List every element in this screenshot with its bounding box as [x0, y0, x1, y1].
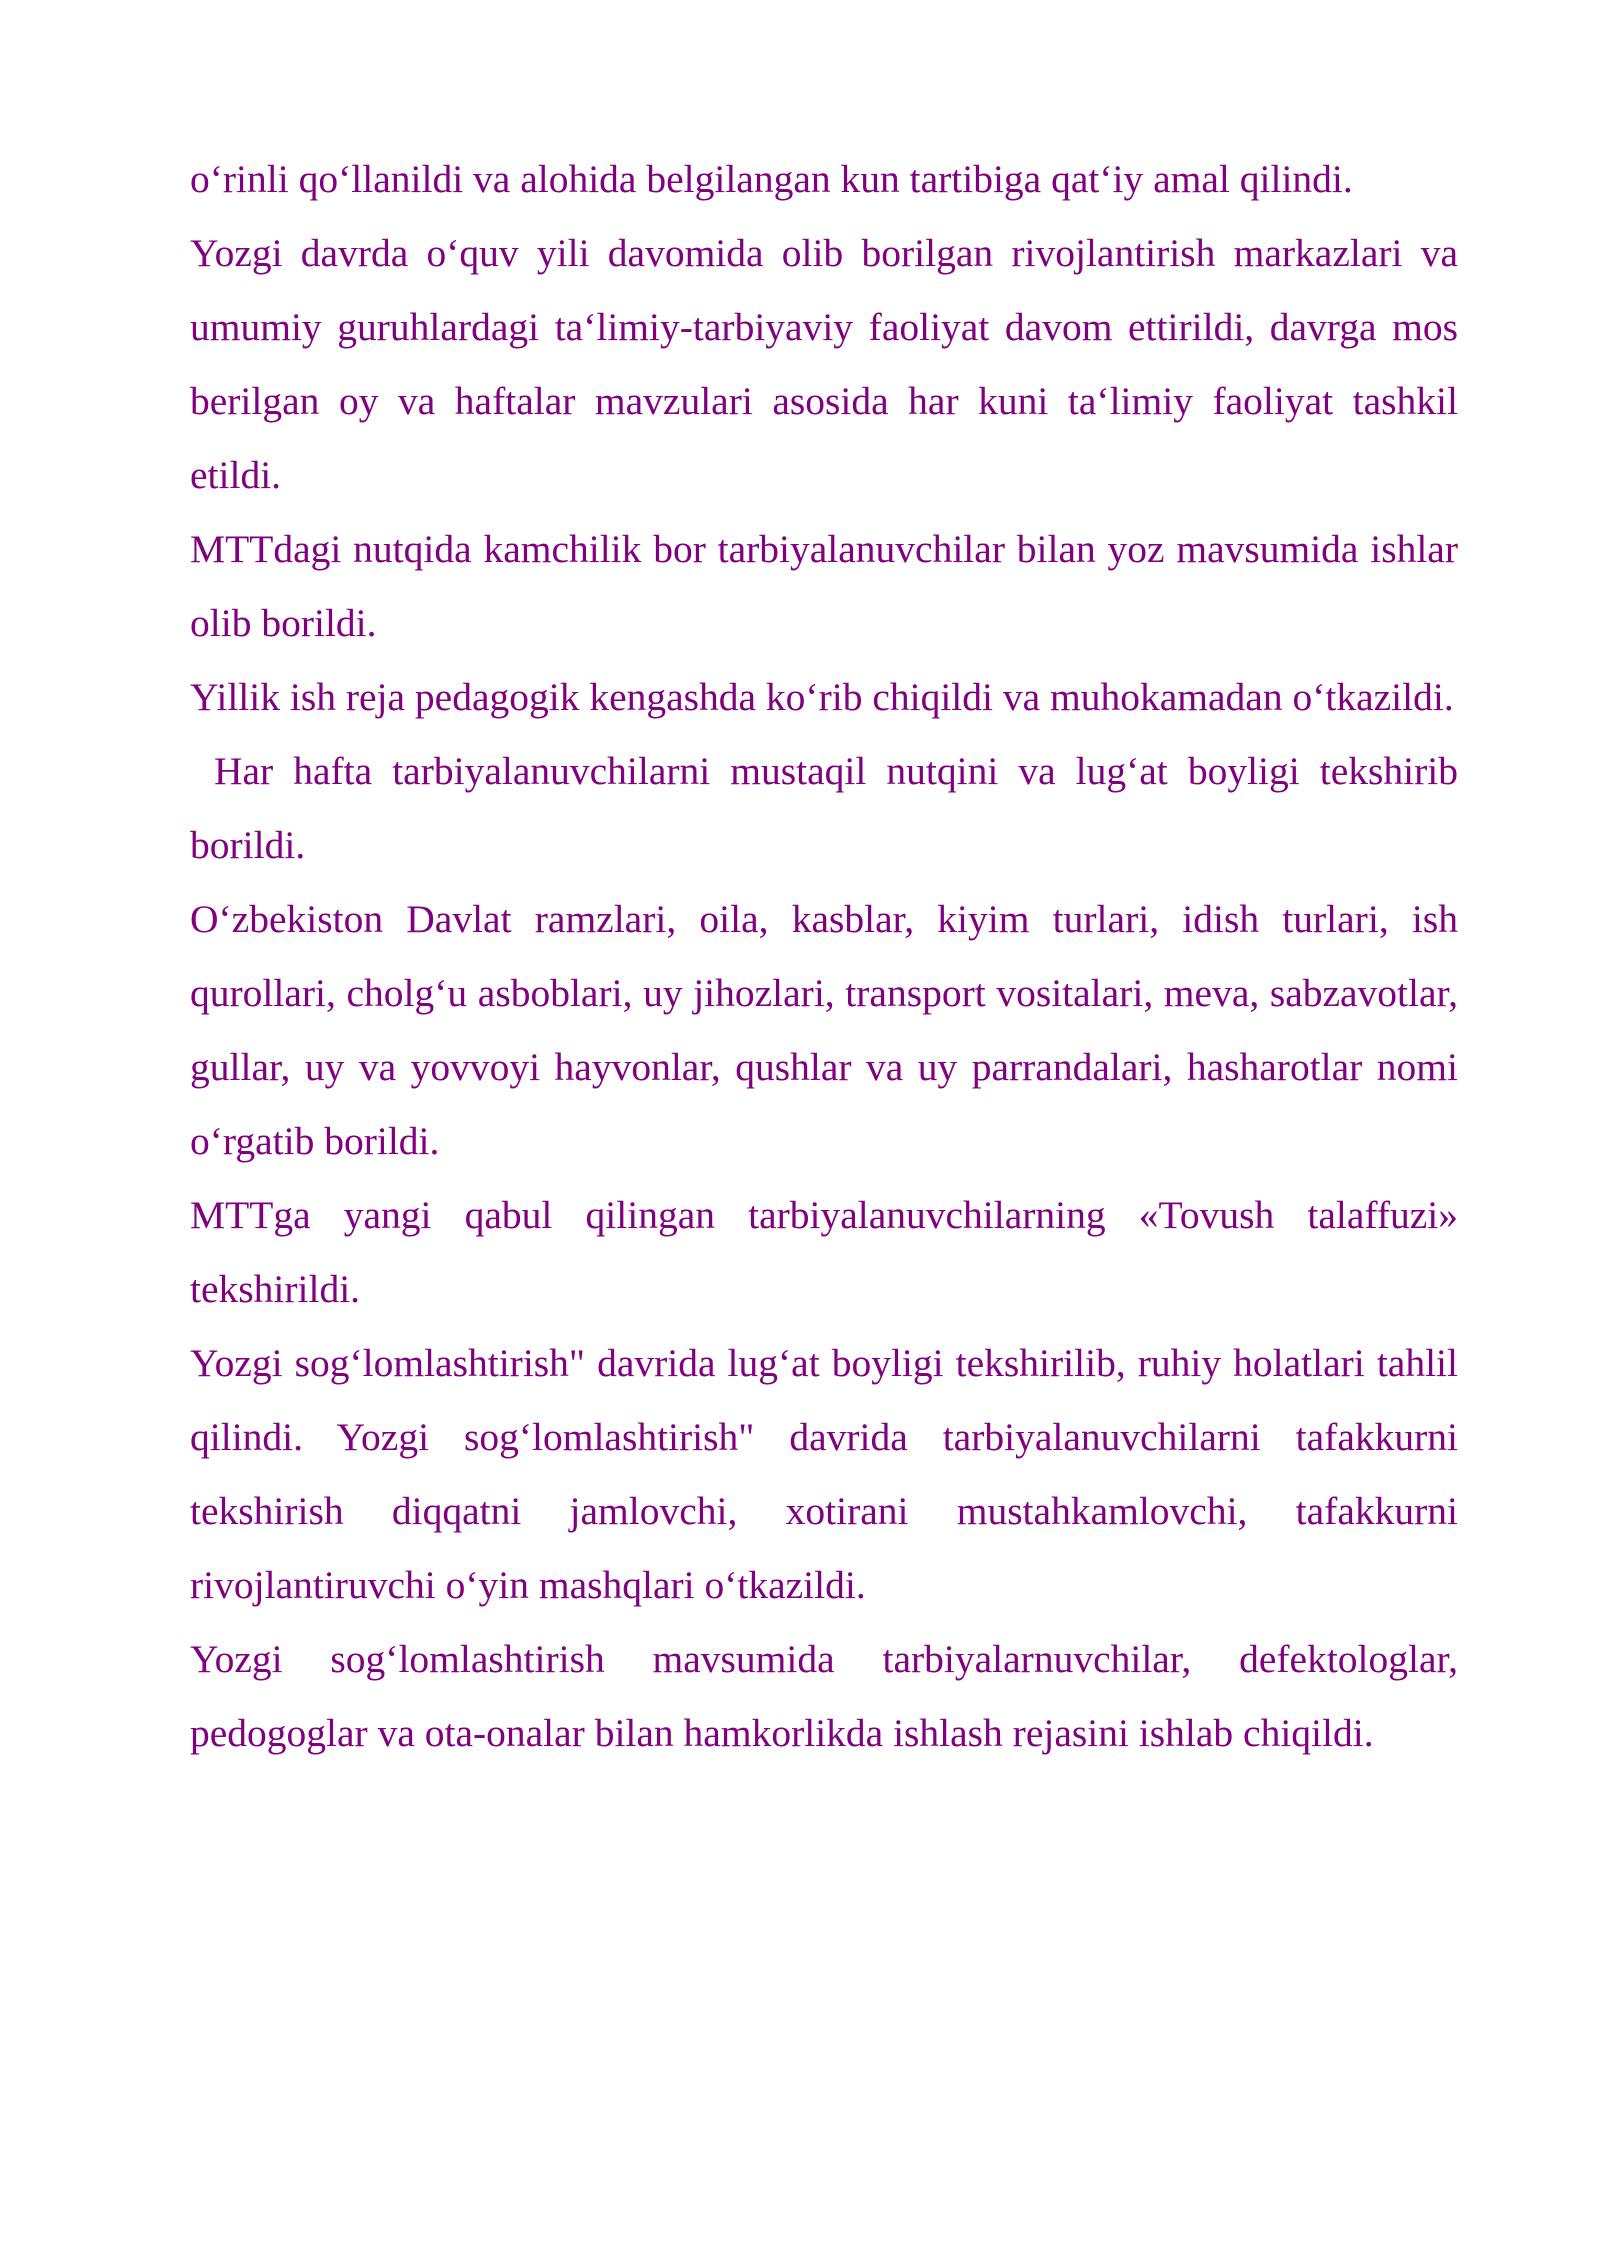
- paragraph-annual-plan: Yillik ish reja pedagogik kengashda ko‘rib chiqildi va muhokamadan o‘tkazildi.: [190, 675, 1454, 719]
- paragraph-schedule: o‘rinli qo‘llanildi va alohida belgilangan kun tartibiga qat‘iy amal qilindi.: [190, 157, 1353, 201]
- paragraph-topics-taught: O‘zbekiston Davlat ramzlari, oila, kasblar, kiyim turlari, idish turlari, ish qurollari, cholg‘u asboblari, uy jihozlari, transport vositalari, meva, sabzavotlar, gullar, uy va yovvoyi hayvonlar, qushlar va uy parrandalari, hasharotlar nomi o‘rgatib borildi.: [190, 897, 1458, 1163]
- paragraph-cooperation-plan: Yozgi sog‘lomlashtirish mavsumida tarbiyalarnuvchilar, defektologlar, pedogoglar va ota-onalar bilan hamkorlikda ishlash rejasini ishlab chiqildi.: [190, 1637, 1458, 1755]
- paragraph-vocabulary-check: Yozgi sog‘lomlashtirish" davrida lug‘at boyligi tekshirilib, ruhiy holatlari tahlil qilindi. Yozgi sog‘lomlashtirish" davrida tarbiyalanuvchilarni tafakkurni tekshirish diqqatni jamlovchi, xotirani mustahkamlovchi, tafakkurni rivojlantiruvchi o‘yin mashqlari o‘tkazildi.: [190, 1341, 1458, 1607]
- document-body: [190, 142, 1458, 1770]
- paragraph-new-children: MTTga yangi qabul qilingan tarbiyalanuvchilarning «Tovush talaffuzi» tekshirildi.: [190, 1193, 1458, 1311]
- paragraph-summer-activities: Yozgi davrda o‘quv yili davomida olib borilgan rivojlantirish markazlari va umumiy guruhlardagi ta‘limiy-tarbiyaviy faoliyat davom ettirildi, davrga mos berilgan oy va haftalar mavzulari asosida har kuni ta‘limiy faoliyat tashkil etildi.: [190, 231, 1458, 497]
- paragraph-weekly-check: Har hafta tarbiyalanuvchilarni mustaqil nutqini va lug‘at boyligi tekshirib borildi.: [190, 749, 1458, 867]
- paragraph-speech-work: MTTdagi nutqida kamchilik bor tarbiyalanuvchilar bilan yoz mavsumida ishlar olib borildi.: [190, 527, 1458, 645]
